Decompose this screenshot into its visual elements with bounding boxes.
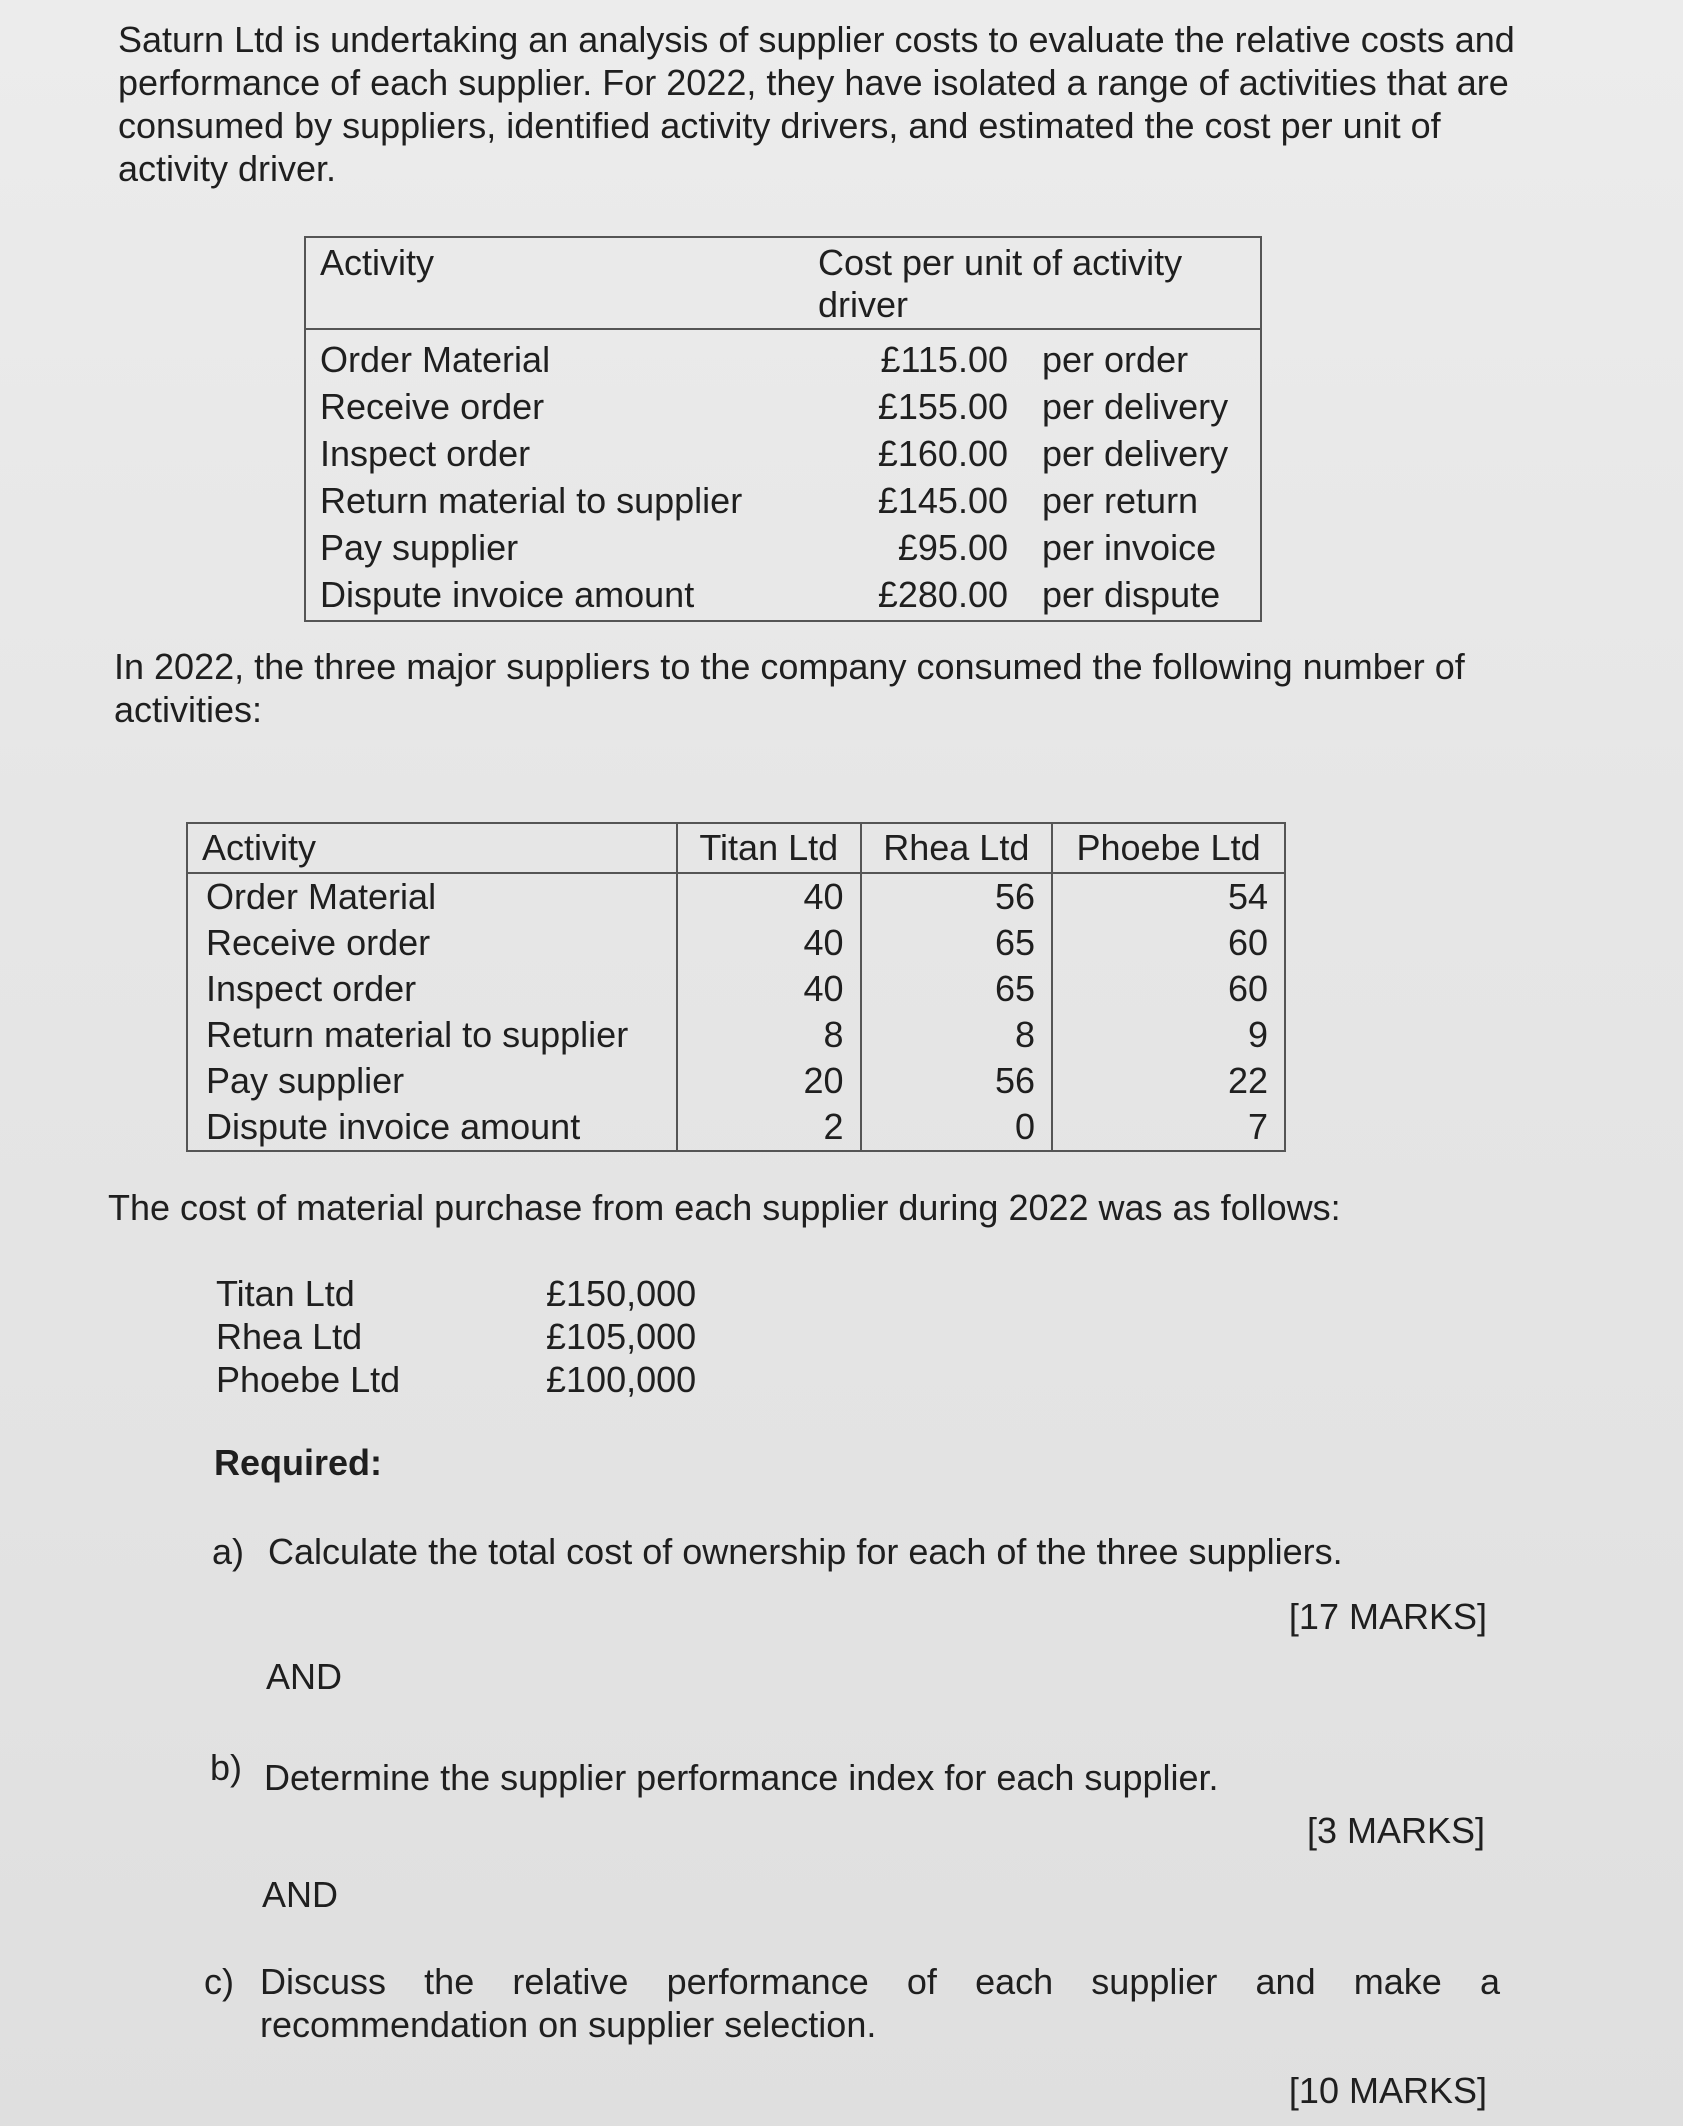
- table-row: [305, 477, 1261, 524]
- activity-cell: Pay supplier: [320, 527, 519, 568]
- question-a-marks: [17 MARKS]: [1288, 1596, 1487, 1637]
- question-b-marks: [3 MARKS]: [1306, 1810, 1485, 1851]
- table-row: [305, 524, 1261, 571]
- phoebe-cell: 60: [1052, 920, 1285, 966]
- table-row: [305, 430, 1261, 477]
- titan-cell: 20: [677, 1058, 861, 1104]
- phoebe-cell: 54: [1052, 873, 1285, 920]
- amount-cell: £160.00: [877, 433, 1008, 474]
- table-row: [187, 966, 1285, 1012]
- activity-cell: Receive order: [320, 386, 545, 427]
- unit-cell: per invoice: [1042, 527, 1217, 568]
- supplier-name: Phoebe Ltd: [216, 1359, 401, 1400]
- question-c-marks: [10 MARKS]: [1288, 2070, 1487, 2111]
- amount-cell: £95.00: [897, 527, 1008, 568]
- unit-cell: per dispute: [1042, 574, 1221, 615]
- rhea-cell: 0: [861, 1104, 1053, 1151]
- unit-cell: per delivery: [1042, 433, 1229, 474]
- titan-cell: 40: [677, 920, 861, 966]
- activity-cell: Receive order: [206, 922, 431, 963]
- activity-cell: Dispute invoice amount: [206, 1106, 581, 1147]
- activity-cell: Dispute invoice amount: [320, 574, 695, 615]
- activity-cell: Pay supplier: [206, 1060, 405, 1101]
- rhea-cell: 65: [861, 920, 1053, 966]
- titan-cell: 8: [677, 1012, 861, 1058]
- activity-cell: Order Material: [320, 339, 551, 380]
- rhea-cell: 8: [861, 1012, 1053, 1058]
- amount-cell: £145.00: [877, 480, 1008, 521]
- table-row: [187, 920, 1285, 966]
- table-header-row: [187, 823, 1285, 873]
- question-b-label: b): [210, 1747, 243, 1788]
- intro-paragraph: Saturn Ltd is undertaking an analysis of supplier costs to evaluate the relative costs and performance of each supplier. For 2022, they have isolated a range of activities that are consumed by suppliers, identified activity drivers, and estimated the cost per unit of activity driver.: [118, 19, 1515, 189]
- amount-cell: £115.00: [880, 339, 1008, 380]
- activity-header: Activity: [187, 823, 677, 873]
- unit-cell: per return: [1042, 480, 1199, 521]
- cost-header: Cost per unit of activity driver: [804, 237, 1261, 329]
- supplier-name: Titan Ltd: [216, 1273, 355, 1314]
- table-row: [187, 1012, 1285, 1058]
- activity-cost-table: [304, 236, 1262, 622]
- titan-cell: 40: [677, 966, 861, 1012]
- supplier-cost: £105,000: [546, 1316, 697, 1357]
- activity-cell: Return material to supplier: [320, 480, 743, 521]
- table-row: [187, 873, 1285, 920]
- activity-cell: Return material to supplier: [206, 1014, 629, 1055]
- table-row: [187, 1104, 1285, 1151]
- list-item: [216, 1358, 746, 1401]
- unit-cell: per order: [1042, 339, 1189, 380]
- question-a-label: a): [212, 1531, 245, 1572]
- table-row: [187, 1058, 1285, 1104]
- list-item: [216, 1272, 746, 1315]
- phoebe-cell: 9: [1052, 1012, 1285, 1058]
- amount-cell: £280.00: [877, 574, 1008, 615]
- and-connector: AND: [262, 1874, 339, 1915]
- activity-cell: Order Material: [206, 876, 437, 917]
- rhea-header: Rhea Ltd: [861, 823, 1053, 873]
- material-cost-intro: The cost of material purchase from each supplier during 2022 was as follows:: [108, 1187, 1341, 1228]
- rhea-cell: 56: [861, 1058, 1053, 1104]
- unit-cell: per delivery: [1042, 386, 1229, 427]
- phoebe-cell: 7: [1052, 1104, 1285, 1151]
- question-c-label: c): [204, 1961, 234, 2002]
- titan-cell: 2: [677, 1104, 861, 1151]
- amount-cell: £155.00: [877, 386, 1008, 427]
- supplier-consumption-table: [186, 822, 1286, 1152]
- table-row: [305, 329, 1261, 383]
- question-c-text: Discuss the relative performance of each supplier and make a recommendation on supplier selection.: [260, 1961, 1500, 2045]
- question-b-text: Determine the supplier performance index for each supplier.: [264, 1757, 1219, 1798]
- rhea-cell: 56: [861, 873, 1053, 920]
- table-header-row: [305, 237, 1261, 329]
- rhea-cell: 65: [861, 966, 1053, 1012]
- titan-header: Titan Ltd: [677, 823, 861, 873]
- activity-cell: Inspect order: [206, 968, 417, 1009]
- titan-cell: 40: [677, 873, 861, 920]
- list-item: [216, 1315, 746, 1358]
- supplier-name: Rhea Ltd: [216, 1316, 363, 1357]
- material-cost-list: [216, 1272, 746, 1401]
- supplier-cost: £150,000: [546, 1273, 697, 1314]
- supplier-cost: £100,000: [546, 1359, 697, 1400]
- table-row: [305, 383, 1261, 430]
- table-row: [305, 571, 1261, 621]
- phoebe-cell: 22: [1052, 1058, 1285, 1104]
- and-connector: AND: [266, 1656, 343, 1697]
- phoebe-cell: 60: [1052, 966, 1285, 1012]
- consumption-intro-paragraph: In 2022, the three major suppliers to the company consumed the following number of activities:: [114, 646, 1465, 730]
- activity-header: Activity: [305, 237, 804, 329]
- activity-cell: Inspect order: [320, 433, 531, 474]
- question-a-text: Calculate the total cost of ownership for each of the three suppliers.: [268, 1531, 1343, 1572]
- required-heading: Required:: [214, 1442, 383, 1483]
- phoebe-header: Phoebe Ltd: [1052, 823, 1285, 873]
